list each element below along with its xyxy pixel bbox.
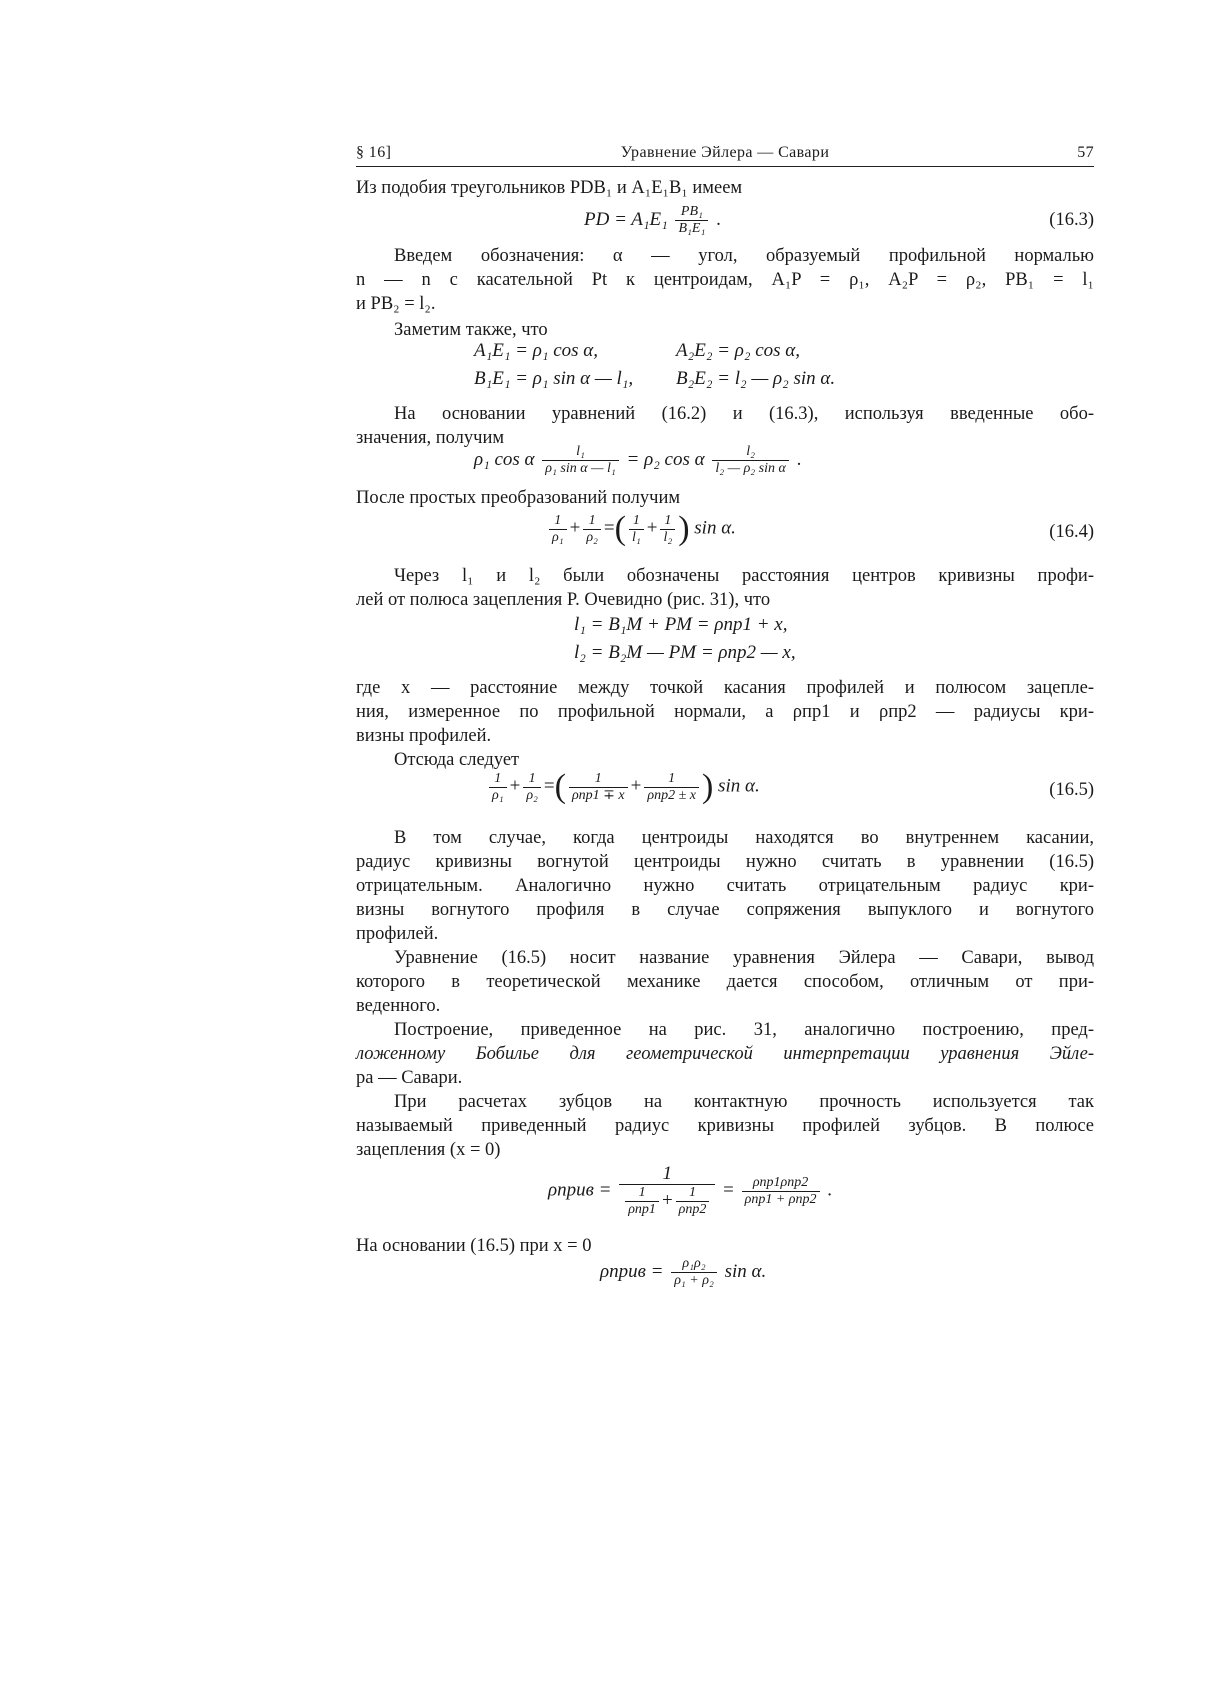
text-line: Отсюда следует (394, 750, 520, 770)
text-line: На основании уравнений (16.2) и (16.3), используя введенные обо- (394, 404, 1094, 424)
text-line: называемый приведенный радиус кривизны профилей зубцов. В полюсе (356, 1116, 1094, 1136)
text-line: радиус кривизны вогнутой центроиды нужно считать в уравнении (16.5) (356, 852, 1094, 872)
text-line: Введем обозначения: α — угол, образуемый профильной нормалью (394, 246, 1094, 266)
text-line: В том случае, когда центроиды находятся во внутреннем касании, (394, 828, 1094, 848)
text-line: визны вогнутого профиля в случае сопряжения выпуклого и вогнутого (356, 900, 1094, 920)
equation-a1e1: A₁E₁ = ρ₁ cos α, (474, 340, 599, 361)
text-line: n — n с касательной Pt к центроидам, A₁P = ρ₁, A₂P = ρ₂, PB₁ = l₁ (356, 270, 1094, 290)
equation-16-5: $\frac{1}{\text{ρ₁}}$ + $\frac{1}{\text{ρ₂}}$ =( $\frac{1}{\text{ρпр1 ∓ x}}$ + $\frac{1}{\text{ρпр2 ± x}}$ ) sin α. (486, 768, 760, 806)
text-line: После простых преобразований получим (356, 488, 681, 508)
header-title: Уравнение Эйлера — Савари (620, 144, 830, 161)
text-line: Из подобия треугольников PDB₁ и A₁E₁B₁ имеем (356, 178, 743, 198)
equation-b1e1: B₁E₁ = ρ₁ sin α — l₁, (474, 368, 634, 389)
equation-16-4: $\frac{1}{\text{ρ₁}}$ + $\frac{1}{\text{ρ₂}}$ =( $\frac{1}{\text{l₁}}$ + $\frac{1}{\text{l₂}}$ ) sin α. (546, 510, 736, 548)
text-line: При расчетах зубцов на контактную прочность используется так (394, 1092, 1094, 1112)
page-number: 57 (1077, 144, 1094, 161)
header-section: § 16] (356, 144, 392, 161)
text-line: где x — расстояние между точкой касания профилей и полюсом зацепле- (356, 678, 1094, 698)
text-line: зацепления (x = 0) (356, 1140, 501, 1160)
running-header (356, 140, 1094, 167)
equation-16-3: PD = A₁E₁ $\frac{\text{PB₁}}{\text{B₁E₁}}$ . (584, 204, 721, 236)
text-line: и PB₂ = l₂. (356, 294, 436, 314)
text-line: ложенному Бобилье для геометрической интерпретации уравнения Эйле- (356, 1044, 1094, 1064)
text-line: лей от полюса зацепления P. Очевидно (рис. 31), что (356, 590, 771, 610)
text-line: Построение, приведенное на рис. 31, аналогично построению, пред- (394, 1020, 1094, 1040)
text-line: Уравнение (16.5) носит название уравнения Эйлера — Савари, вывод (394, 948, 1094, 968)
text-line: Заметим также, что (394, 320, 548, 340)
book-page (356, 140, 1094, 1340)
text-line: ра — Савари. (356, 1068, 463, 1088)
equation-b2e2: B₂E₂ = l₂ — ρ₂ sin α. (676, 368, 836, 389)
equation-reduced-radius-pole: ρприв = $\frac{\text{ρ₁ρ₂}}{\text{ρ₁ + ρ₂}}$ sin α. (600, 1256, 767, 1288)
equation-l2: l₂ = B₂M — PM = ρпр2 — x, (574, 642, 796, 663)
text-line: веденного. (356, 996, 441, 1016)
equation-a2e2: A₂E₂ = ρ₂ cos α, (676, 340, 801, 361)
text-line: визны профилей. (356, 726, 492, 746)
text-line: Через l₁ и l₂ были обозначены расстояния центров кривизны профи- (394, 566, 1094, 586)
equation-number: (16.3) (1049, 210, 1094, 230)
equation-l1: l₁ = B₁M + PM = ρпр1 + x, (574, 614, 788, 635)
text-line: значения, получим (356, 428, 505, 448)
text-line: профилей. (356, 924, 439, 944)
text-line: На основании (16.5) при x = 0 (356, 1236, 592, 1256)
equation-number: (16.5) (1049, 780, 1094, 800)
equation-reduced-radius: ρприв = 1 $\frac{1}{\text{ρпр1}}$ + $\frac{1}{\text{ρпр2}}$ = $\frac{\text{ρпр1ρпр2}}{\text{ρпр1 + ρпр2}}$ . (548, 1163, 832, 1217)
text-line: которого в теоретической механике дается способом, отличным от при- (356, 972, 1094, 992)
text-line: ния, измеренное по профильной нормали, а ρпр1 и ρпр2 — радиусы кри- (356, 702, 1094, 722)
text-line: отрицательным. Аналогично нужно считать отрицательным радиус кри- (356, 876, 1094, 896)
equation-combined: ρ₁ cos α $\frac{\text{l₁}}{\text{ρ₁ sin α — l₁}}$ = ρ₂ cos α $\frac{\text{l₂}}{\text{l₂ — ρ₂ sin α}}$ . (474, 444, 802, 476)
equation-number: (16.4) (1049, 522, 1094, 542)
